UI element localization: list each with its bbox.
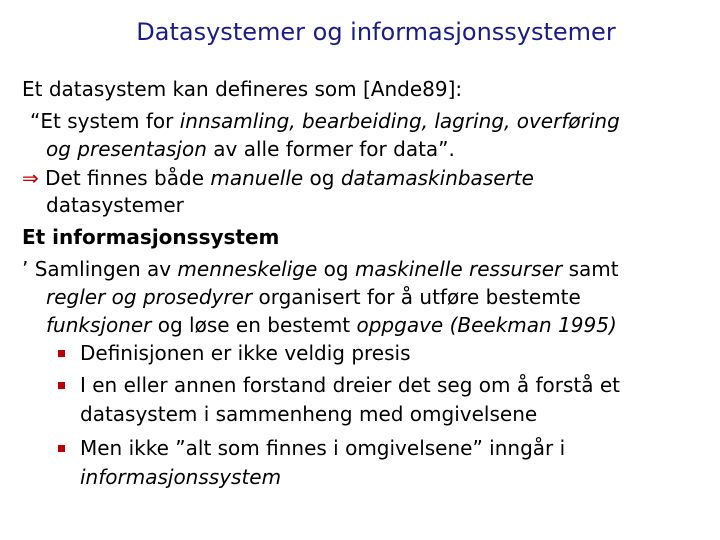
definition-line-1-run: ’ Samlingen av (22, 257, 178, 281)
section-heading: Et informasjonssystem (22, 225, 280, 249)
definition-line-1-run: maskinelle ressurser (354, 257, 563, 281)
definition-line-2 (46, 285, 581, 309)
definition-line-3-run: og løse en bestemt (151, 313, 357, 337)
quote-line-2-run: av alle former for data”. (206, 137, 455, 161)
bullet-3-text-line-2: informasjonssystem (80, 465, 282, 489)
bullet-square-icon (58, 445, 65, 452)
definition-line-2-run: regler og prosedyrer (46, 285, 253, 309)
bullet-square-icon (58, 350, 65, 357)
definition-line-1-run: menneskelige (177, 257, 318, 281)
definition-line-3-run: funksjoner (46, 313, 152, 337)
definition-line-1-run: og (317, 257, 355, 281)
quote-line-2-run: og presentasjon (46, 137, 207, 161)
definition-line-2-run: organisert for å utføre bestemte (252, 285, 581, 309)
arrow-point-run: Det finnes både (38, 166, 211, 190)
arrow-point-text (39, 166, 534, 190)
bullet-square-icon (58, 382, 65, 389)
arrow-point-line-1 (22, 166, 534, 190)
arrow-point-run: manuelle (210, 166, 304, 190)
quote-line-2 (46, 137, 455, 161)
bullet-2-text-line-1: I en eller annen forstand dreier det seg om å forstå et (80, 373, 620, 397)
slide-title: Datasystemer og informasjonssystemer (136, 18, 616, 46)
bullet-1-text: Definisjonen er ikke veldig presis (80, 341, 411, 365)
bullet-3-text-line-1: Men ikke ”alt som finnes i omgivelsene” inngår i (80, 436, 566, 460)
definition-line-1 (22, 257, 619, 281)
bullet-2-text-line-2: datasystem i sammenheng med omgivelsene (80, 402, 538, 426)
definition-line-3-run: oppgave (Beekman 1995) (356, 313, 617, 337)
arrow-point-line-2: datasystemer (46, 193, 184, 217)
quote-line-1-run: innsamling, bearbeiding, lagring, overføring (179, 109, 620, 133)
arrow-point-run: og (303, 166, 341, 190)
definition-intro: Et datasystem kan defineres som [Ande89]: (22, 77, 463, 101)
definition-line-1-run: samt (562, 257, 619, 281)
arrow-point-run: datamaskinbaserte (340, 166, 534, 190)
quote-line-1-run: “Et system for (30, 109, 180, 133)
definition-line-3 (46, 313, 617, 337)
implies-arrow-icon: ⇒ (22, 166, 39, 190)
quote-line-1 (30, 109, 620, 133)
